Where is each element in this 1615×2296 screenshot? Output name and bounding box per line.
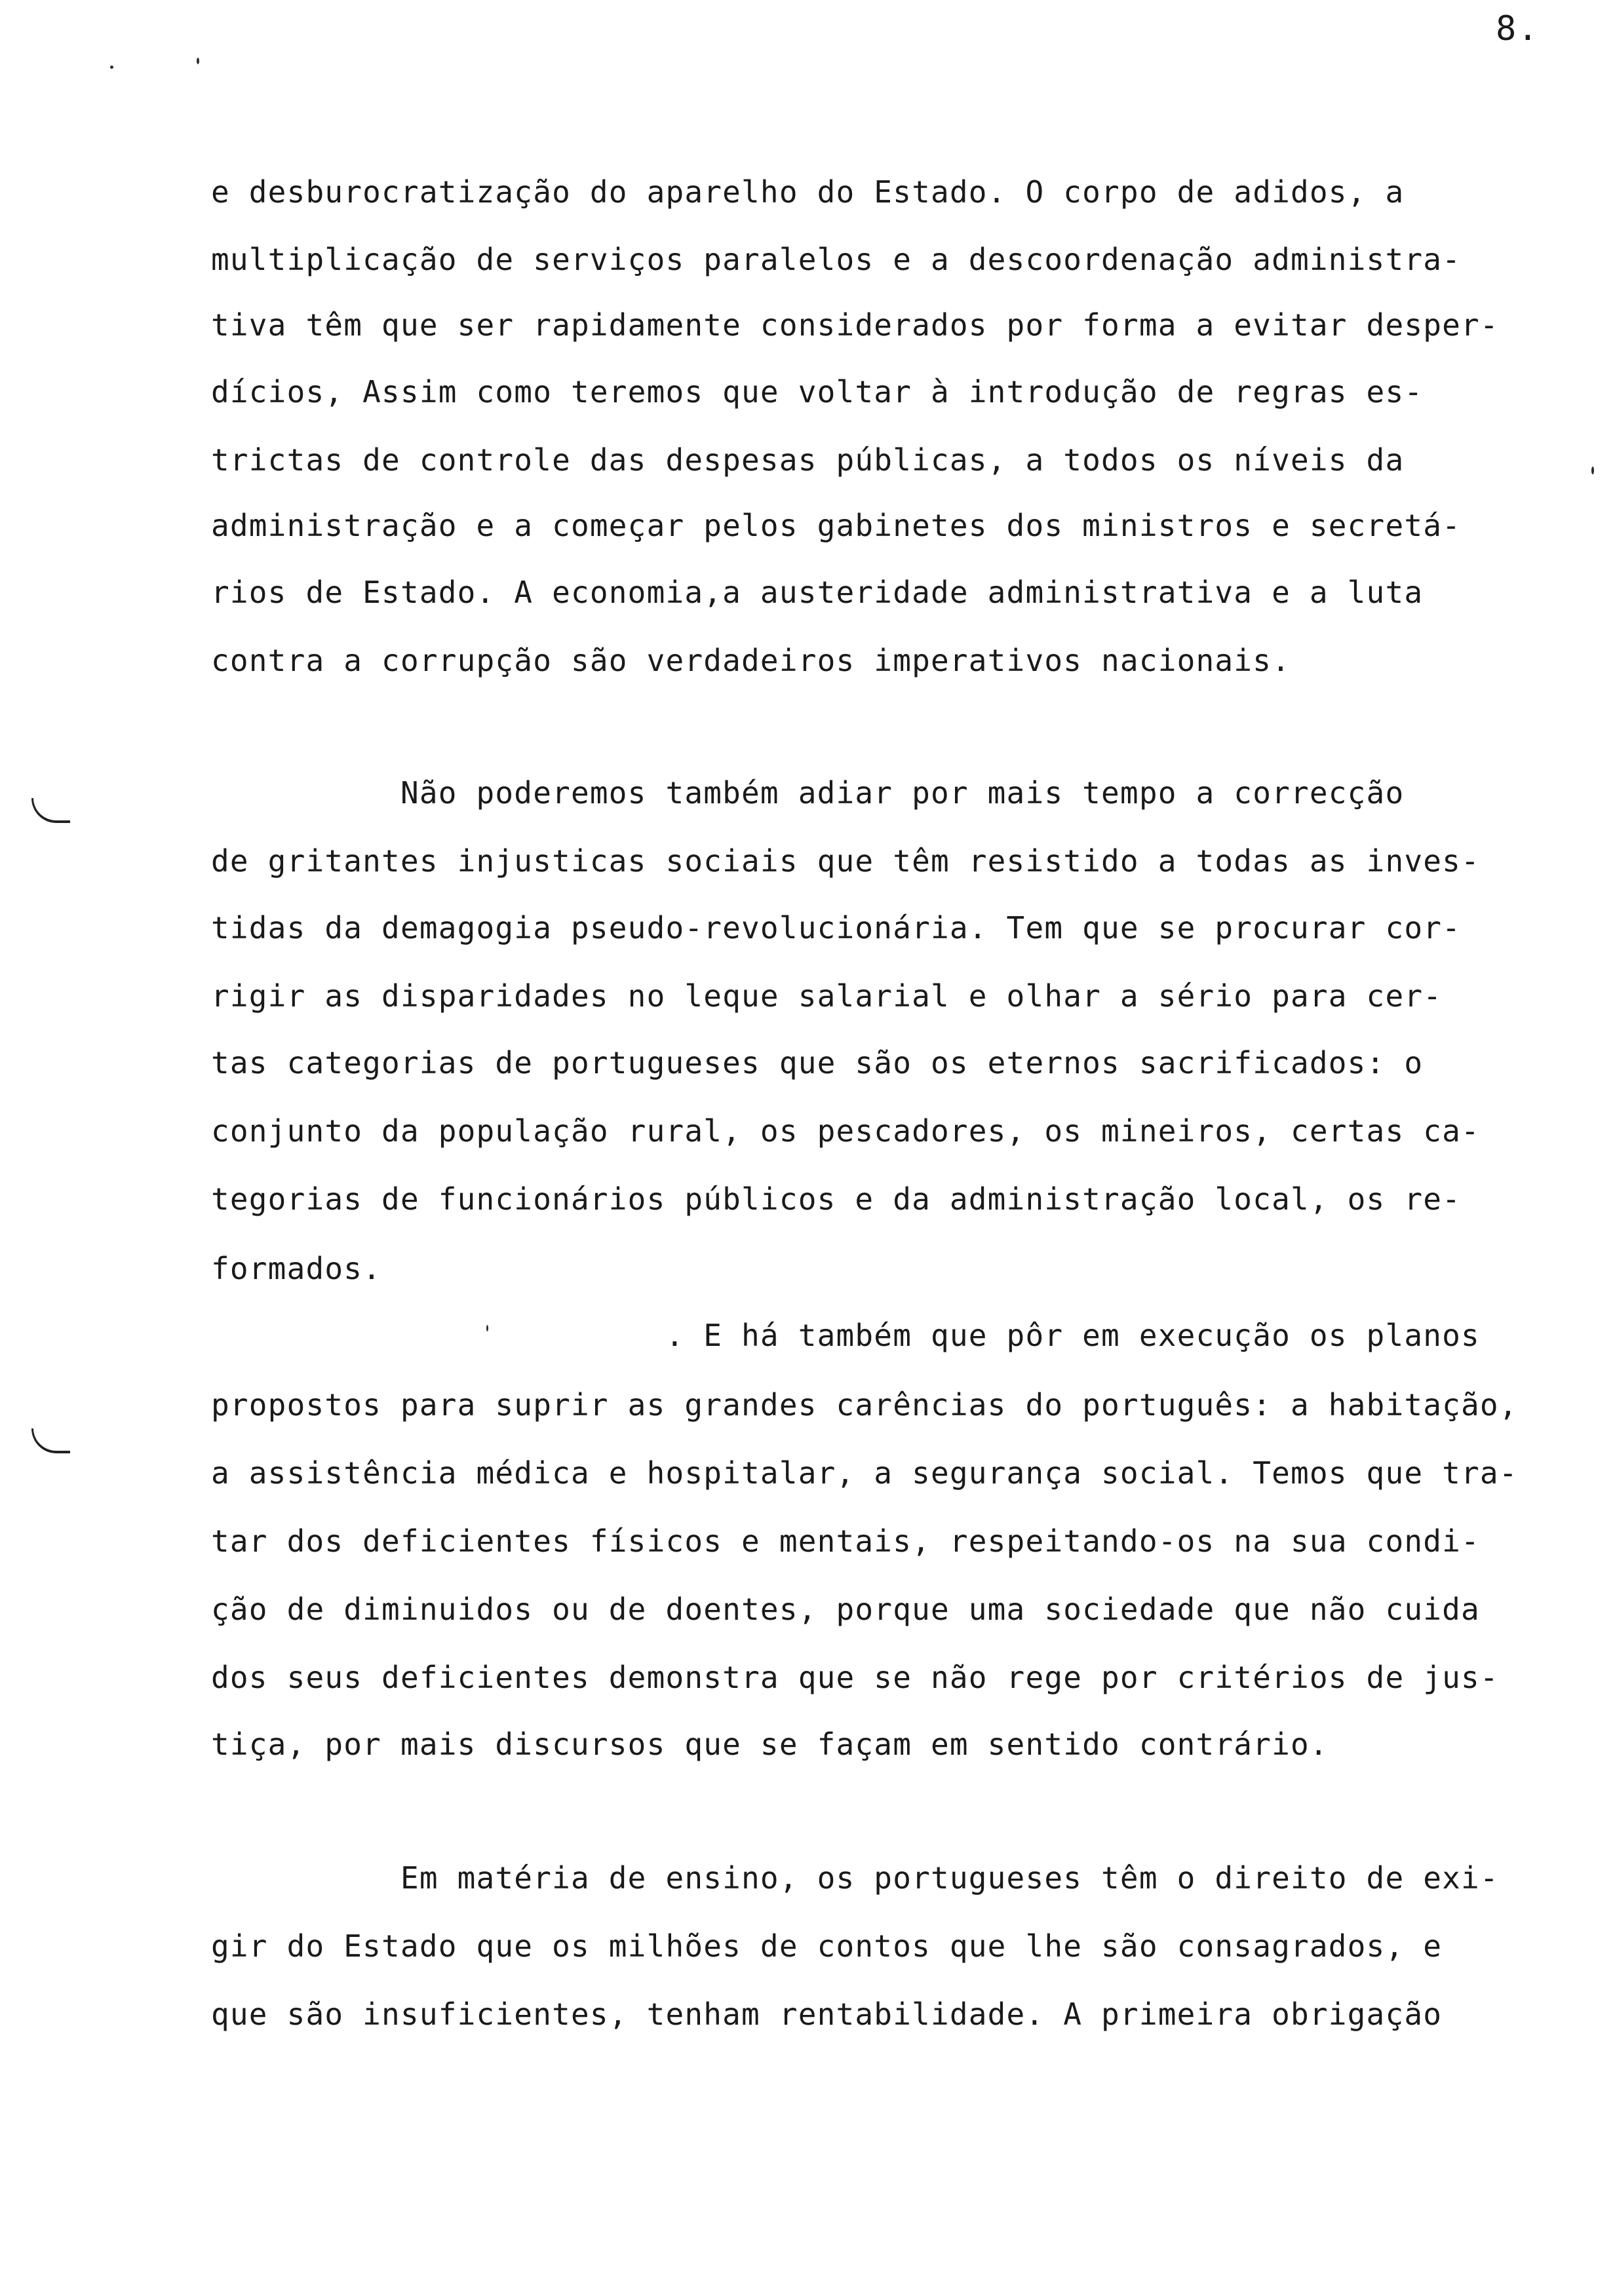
- text-line: conjunto da população rural, os pescadores, os mineiros, certas ca-: [211, 1113, 1480, 1149]
- text-line: ção de diminuidos ou de doentes, porque uma sociedade que não cuida: [211, 1592, 1480, 1627]
- punch-hole-mark: [31, 1428, 70, 1453]
- text-line: propostos para suprir as grandes carências do português: a habitação,: [211, 1387, 1518, 1423]
- text-line: a assistência médica e hospitalar, a segurança social. Temos que tra-: [211, 1455, 1518, 1491]
- text-line: de gritantes injusticas sociais que têm resistido a todas as inves-: [211, 843, 1480, 879]
- text-line: tiça, por mais discursos que se façam em sentido contrário.: [211, 1727, 1329, 1762]
- page-number: 8.: [1496, 9, 1540, 48]
- text-line: . E há também que pôr em execução os planos: [211, 1318, 1480, 1353]
- punch-hole-mark: [31, 798, 70, 823]
- text-line: Não poderemos também adiar por mais tempo a correcção: [211, 775, 1405, 811]
- text-line: multiplicação de serviços paralelos e a descoordenação administra-: [211, 242, 1462, 277]
- text-line: Em matéria de ensino, os portugueses têm o direito de exi-: [211, 1860, 1499, 1896]
- text-line: rigir as disparidades no leque salarial e olhar a sério para cer-: [211, 978, 1443, 1014]
- text-line: rios de Estado. A economia,a austeridade administrativa e a luta: [211, 575, 1424, 610]
- ink-speck: [197, 58, 199, 64]
- text-line: tar dos deficientes físicos e mentais, respeitando-os na sua condi-: [211, 1523, 1480, 1559]
- ink-speck: [110, 66, 113, 69]
- text-line: que são insuficientes, tenham rentabilidade. A primeira obrigação: [211, 1997, 1443, 2032]
- text-line: tegorias de funcionários públicos e da administração local, os re-: [211, 1181, 1462, 1217]
- text-line: gir do Estado que os milhões de contos que lhe são consagrados, e: [211, 1928, 1443, 1964]
- text-line: trictas de controle das despesas públicas, a todos os níveis da: [211, 442, 1405, 478]
- text-line: e desburocratização do aparelho do Estado. O corpo de adidos, a: [211, 174, 1405, 210]
- text-line: administração e a começar pelos gabinetes dos ministros e secretá-: [211, 508, 1462, 543]
- text-line: formados.: [211, 1251, 382, 1286]
- text-line: dícios, Assim como teremos que voltar à introdução de regras es-: [211, 374, 1424, 410]
- text-line: dos seus deficientes demonstra que se não rege por critérios de jus-: [211, 1660, 1499, 1695]
- text-line: tiva têm que ser rapidamente considerados por forma a evitar desper-: [211, 307, 1499, 343]
- text-line: tidas da demagogia pseudo-revolucionária. Tem que se procurar cor-: [211, 910, 1462, 946]
- ink-speck: [1591, 467, 1594, 474]
- text-line: tas categorias de portugueses que são os eternos sacrificados: o: [211, 1045, 1424, 1081]
- text-line: contra a corrupção são verdadeiros imperativos nacionais.: [211, 643, 1291, 678]
